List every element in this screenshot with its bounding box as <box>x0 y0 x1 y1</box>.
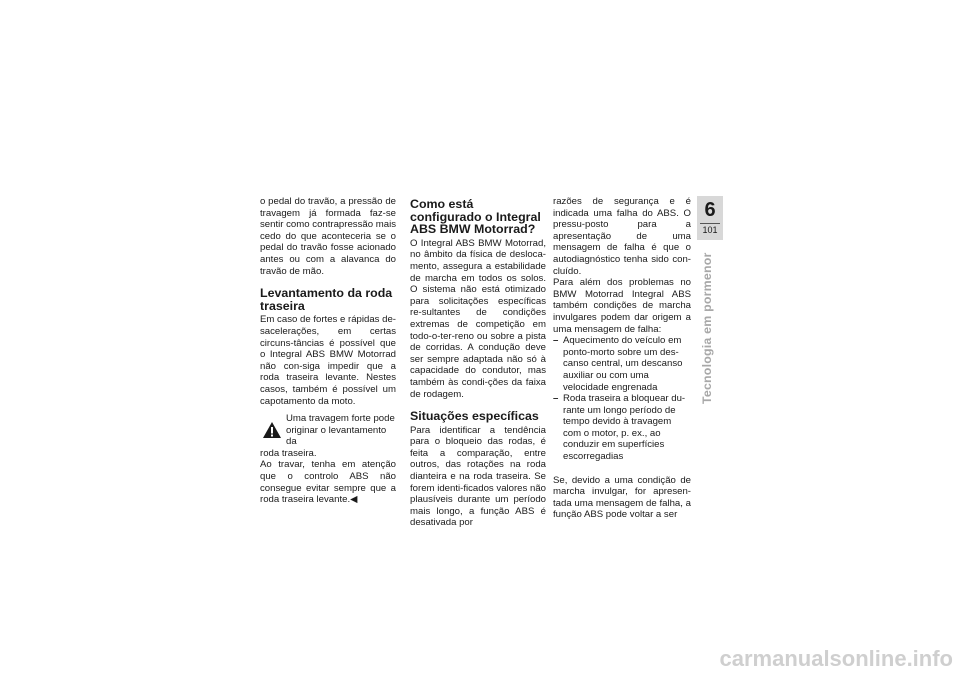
list-item: – Roda traseira a bloquear du-rante um longo período de tempo devido à travagem com o motor, p. ex., ao conduzir em superfícies escorregadias <box>553 393 691 463</box>
intro-paragraph: o pedal do travão, a pressão de travagem já formada faz-se sentir como contrapressão mais cedo do que aconteceria se o pedal do travão fosse acionado antes ou com a alavanca do travão de mão. <box>260 196 396 277</box>
specific-situations-paragraph: Para identificar a tendência para o bloqueio das rodas, é feita a comparação, entre outros, das rotações na roda dianteira e na roda traseira. Se forem identi-ficados valores não plausíveis durante um período mais longo, a função ABS é desativada por <box>410 424 546 529</box>
warning-block <box>260 413 396 506</box>
rear-wheel-lift-paragraph: Em caso de fortes e rápidas de-sacelerações, em certas circuns-tâncias é possível que o Integral ABS BMW Motorrad não con-siga impedir que a roda traseira levante. Nestes casos, também é possível um capotamento da moto. <box>260 314 396 407</box>
configuration-paragraph: O Integral ABS BMW Motorrad, no âmbito da física de desloca-mento, assegura a estabilidade de marcha em todos os solos. O sistema não está otimizado para solicitações específicas re-sultantes de condições extremas de competição em todo-o-ter-reno ou sobre a pista de corridas. A condução deve ser sempre adaptada não só à capacidade do condutor, mas também às condi-ções da faixa de rodagem. <box>410 237 546 400</box>
chapter-number: 6 <box>704 199 716 221</box>
chapter-tab <box>697 196 723 240</box>
conditions-list <box>553 335 691 463</box>
section-heading-rear-wheel-lift: Levantamento da roda traseira <box>260 286 393 313</box>
warning-line-2: originar o levantamento da <box>286 424 387 448</box>
warning-body: Ao travar, tenha em atenção que o controlo ABS não consegue evitar sempre que a roda traseira levante.◀ <box>260 459 396 506</box>
chapter-side-label: Tecnologia em pormenor <box>700 252 714 404</box>
chapter-divider <box>700 223 720 224</box>
warning-line-1: Uma travagem forte pode <box>286 413 395 425</box>
warning-line-3: roda traseira. <box>260 447 317 459</box>
section-heading-specific-situations: Situações específicas <box>410 409 539 424</box>
fault-message-paragraph: Para além dos problemas no BMW Motorrad Integral ABS também condições de marcha invulgares podem dar origem a uma mensagem de falha: <box>553 277 691 335</box>
column-1 <box>260 196 396 506</box>
list-item: – Aquecimento do veículo em ponto-morto sobre um des-canso central, um descanso auxiliar ou com uma velocidade engrenada <box>553 335 691 393</box>
closing-paragraph: Se, devido a uma condição de marcha invulgar, for apresen-tada uma mensagem de falha, a função ABS pode voltar a ser <box>553 474 691 521</box>
column-2 <box>410 196 546 529</box>
watermark: carmanualsonline.info <box>719 646 953 671</box>
safety-paragraph: razões de segurança e é indicada uma falha do ABS. O pressu-posto para a apresentação de uma mensagem de falha é que o autodiagnóstico tenha sido con-cluído. <box>553 196 691 277</box>
warning-triangle-icon <box>262 421 282 439</box>
page-number: 101 <box>702 225 718 235</box>
section-heading-configuration: Como está configurado o Integral ABS BMW Motorrad? <box>410 197 541 237</box>
column-3 <box>553 196 691 521</box>
